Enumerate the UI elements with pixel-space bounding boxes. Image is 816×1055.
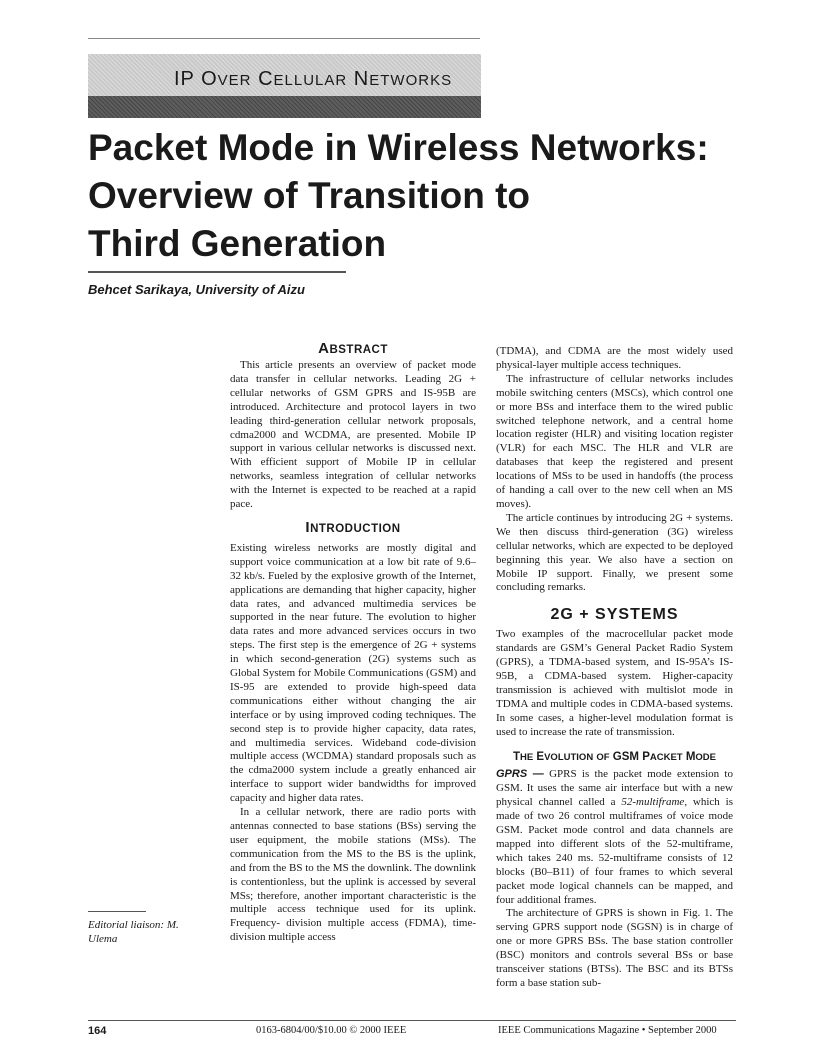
gprs-paragraph: GPRS — GPRS is the packet mode extension to GSM. It uses the same air interface but with a new physical channel called a 52-multiframe, which is made of two 26 control multiframes of voice mode GSM. Packet mode control and data channels are mapped into different slots of the 52-multiframe, which takes 240 ms. 52-multiframe consists of 12 blocks (B0–B11) of four frames to which several packet mode logical channels can be mapped, and four additional frames.: [496, 768, 733, 906]
intro-paragraph-4: The infrastructure of cellular networks includes mobile switching centers (MSCs), which control one or more BSs and interface them to the wired public switched telephone network, and a central home location register (HLR) and visiting location register (VLR) for each MSC. The HLR and VLR are databases that keep the registered and present locations of MSs to be used in handoffs (the process of handing a call over to the new cell when an MS moves).: [496, 372, 733, 510]
journal-info: IEEE Communications Magazine • September 2000: [498, 1025, 717, 1036]
introduction-heading: INTRODUCTION: [305, 518, 401, 536]
article-title: [88, 124, 788, 268]
intro-paragraph-5: The article continues by introducing 2G + systems. We then discuss third-generation (3G) wireless cellular networks, which are expected to be deployed beginning this year. We also have a section on Mobile IP support. Finally, we present some concluding remarks.: [496, 511, 733, 594]
title-line-1: Packet Mode in Wireless Networks:: [88, 127, 709, 168]
column-left: [230, 359, 476, 945]
editorial-liaison: Editorial liaison: M. Ulema: [88, 919, 179, 945]
copyright-code: 0163-6804/00/$10.00 © 2000 IEEE: [256, 1025, 407, 1036]
intro-paragraph-2: In a cellular network, there are radio ports with antennas connected to base stations (BSs) serving the user equipment, the mobile stations (MSs). The communication from the MS to the BS is the uplink, and from the BS to the MS the downlink. The downlink is contentionless, but the uplink is accessed by several MSs; therefore, another important characteristic is the multiple access technique used for its uplink. Frequency- division multiple access (FDMA), time-division multiple access: [230, 806, 476, 944]
gprs-architecture-paragraph: The architecture of GPRS is shown in Fig. 1. The serving GPRS support node (SGSN) is in charge of one or more GPRS BSs. The base station controller (BSC) monitors and controls several BSs or base transceiver stations (BTSs). The BSC and its BTSs form a base station sub-: [496, 907, 733, 989]
systems-2g-paragraph-1: Two examples of the macrocellular packet mode standards are GSM’s General Packet Radio System (GPRS), a TDMA-based system, and IS-95A’s IS-95B, a CDMA-based system. Higher-capacity transmission is achieved with multislot mode in TDMA and multiple codes in CDMA-based systems. In some cases, a higher-level modulation format is used to increase the rate of transmission.: [496, 628, 733, 738]
gsm-evolution-subheading: THE EVOLUTION OF GSM PACKET MODE: [512, 751, 716, 764]
footer-rule: [88, 1020, 736, 1021]
title-underline: [88, 271, 346, 273]
gprs-run-in-heading: GPRS —: [496, 768, 544, 781]
intro-paragraph-3: (TDMA), and CDMA are the most widely used physical-layer multiple access techniques.: [496, 345, 733, 371]
banner-dark-band: [88, 96, 481, 118]
intro-paragraph-1: Existing wireless networks are mostly digital and support voice communication at a low bit rate of 9.6–32 kb/s. Fueled by the explosive growth of the Internet, applications are demanding that higher capacity, higher data rates, and advanced multimedia services be supported in the near future. The evolution to higher data rates and more advanced services occurs in two steps. The first step is the emergence of 2G + systems in which second-generation (2G) systems such as Global System for Mobile Communications (GSM) and IS-95 are extended to provide high-speed data communications either without changing the air interface or by using improved coding techniques. The second step is to provide higher capacity, data rates, and multimedia services. Wideband code-division multiple access (WCDMA) standard proposals such as the cdma2000 system include a greatly enhanced air interface to support wider bandwidths for improved capacity and higher data rates.: [230, 541, 476, 805]
page-number: 164: [88, 1025, 107, 1037]
systems-2g-heading: 2G + SYSTEMS: [550, 606, 679, 624]
title-line-3: Third Generation: [88, 223, 387, 264]
abstract-text: This article presents an overview of packet mode data transfer in cellular networks. Leading 2G + cellular networks of GSM GPRS and IS-95B are introduced. Architecture and protocol layers in two leading third-generation cellular network proposals, cdma2000 and WCDMA, are presented. Mobile IP support in various cellular networks is discussed next. With efficient support of Mobile IP in cellular networks, seamless integration of cellular networks with the Internet is expected to be reached at a rapid pace.: [230, 359, 476, 511]
title-line-2: Overview of Transition to: [88, 175, 531, 216]
author-byline: Behcet Sarikaya, University of Aizu: [88, 282, 305, 297]
liaison-rule: [88, 911, 146, 912]
section-banner: [88, 54, 481, 118]
top-rule: [88, 38, 480, 39]
abstract-heading: ABSTRACT: [318, 340, 388, 357]
column-right: [496, 345, 733, 991]
section-title: IP OVER CELLULAR NETWORKS: [174, 68, 453, 90]
